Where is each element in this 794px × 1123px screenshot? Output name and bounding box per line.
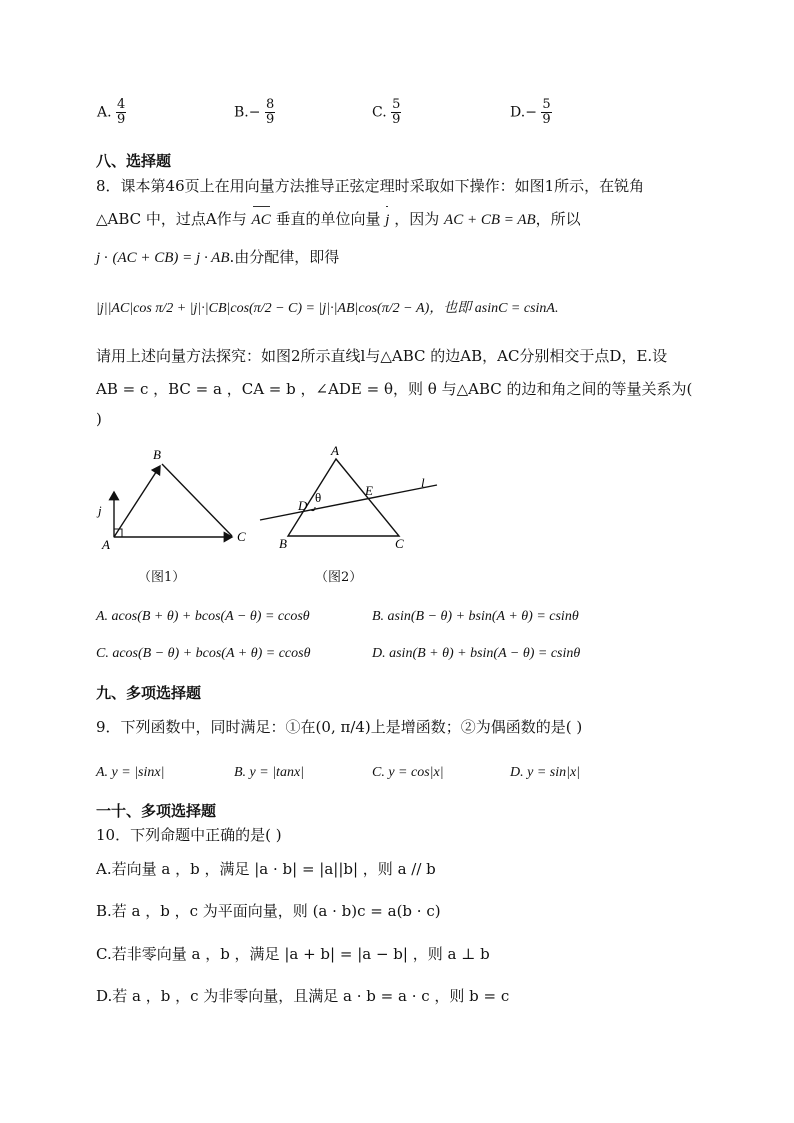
q10-option-b: B.若 a ，b ，c 为平面向量，则 (a · b)c = a(b · c) <box>96 902 441 920</box>
q8-option-d: D. asin(B + θ) + bsin(A − θ) = csinθ <box>372 646 581 661</box>
q10-option-a: A.若向量 a ，b ，满足 |a · b| = |a||b| ，则 a // b <box>96 860 436 878</box>
fig1-label-a: A <box>102 537 110 552</box>
q9-option-a: A. y = |sinx| <box>96 765 165 780</box>
fig2-label-theta: θ <box>315 490 322 505</box>
q8-line6: AB = c ，BC = a ，CA = b ，∠ADE = θ，则 θ 与△ABC 的边和角之间的等量关系为( <box>96 380 693 398</box>
fig2-label-a: A <box>331 443 339 458</box>
segment-cb <box>162 464 232 536</box>
vector-ab <box>114 466 160 537</box>
figure-2-caption: （图2） <box>315 570 363 585</box>
q10-option-c: C.若非零向量 a ，b ，满足 |a + b| = |a − b| ，则 a ⊥ b <box>96 945 490 963</box>
fig2-label-d: D <box>298 498 308 513</box>
q8-line3: j · (AC + CB) = j · AB.由分配律，即得 <box>96 248 340 266</box>
q10-stem: 10．下列命题中正确的是( ) <box>96 826 282 844</box>
q8-option-a: A. acos(B + θ) + bcos(A − θ) = ccosθ <box>96 609 310 624</box>
q7-option-c: C. $\frac{5}{9}$ <box>372 97 401 127</box>
q10-option-d: D.若 a ，b ，c 为非零向量，且满足 a · b = a · c ，则 b = c <box>96 987 510 1005</box>
q8-line4-formula: |j||AC|cos π/2 + |j|·|CB|cos(π/2 − C) = |j|·|AB|cos(π/2 − A)，也即 asinC = csinA. <box>96 301 559 316</box>
q8-line7: ) <box>96 410 102 428</box>
q8-line1: 8．课本第46页上在用向量方法推导正弦定理时采取如下操作：如图1所示，在锐角 <box>96 177 645 195</box>
q9-option-d: D. y = sin|x| <box>510 765 581 780</box>
fig1-label-c: C <box>237 529 246 544</box>
q7-option-a: A. $\frac{4}{9}$ <box>97 97 126 127</box>
fig1-label-j: j <box>98 503 102 518</box>
fig2-label-l: l <box>421 475 425 490</box>
fig2-label-c: C <box>395 536 404 551</box>
q8-option-c: C. acos(B − θ) + bcos(A + θ) = ccosθ <box>96 646 311 661</box>
q8-line2: △ABC 中，过点A作与 AC 垂直的单位向量 j ，因为 AC + CB = AB，所以 <box>96 208 581 231</box>
line-l <box>260 485 437 520</box>
section-8-heading: 八、选择题 <box>96 152 172 170</box>
q7-option-d: D.− $\frac{5}{9}$ <box>510 97 551 127</box>
q7-option-b: B.− $\frac{8}{9}$ <box>234 97 275 127</box>
q8-line5: 请用上述向量方法探究：如图2所示直线l与△ABC 的边AB，AC分别相交于点D，E.设 <box>96 347 668 365</box>
figure-2 <box>255 440 455 560</box>
section-9-heading: 九、多项选择题 <box>96 684 202 702</box>
figure-1 <box>90 440 260 560</box>
q9-stem: 9．下列函数中，同时满足：①在(0, π/4)上是增函数；②为偶函数的是( ) <box>96 718 583 736</box>
section-10-heading: 一十、多项选择题 <box>96 802 217 820</box>
fig1-label-b: B <box>153 447 161 462</box>
q9-option-c: C. y = cos|x| <box>372 765 444 780</box>
fig2-label-e: E <box>365 483 373 498</box>
figure-1-caption: （图1） <box>138 570 186 585</box>
q9-option-b: B. y = |tanx| <box>234 765 305 780</box>
q8-option-b: B. asin(B − θ) + bsin(A + θ) = csinθ <box>372 609 579 624</box>
fig2-label-b: B <box>279 536 287 551</box>
